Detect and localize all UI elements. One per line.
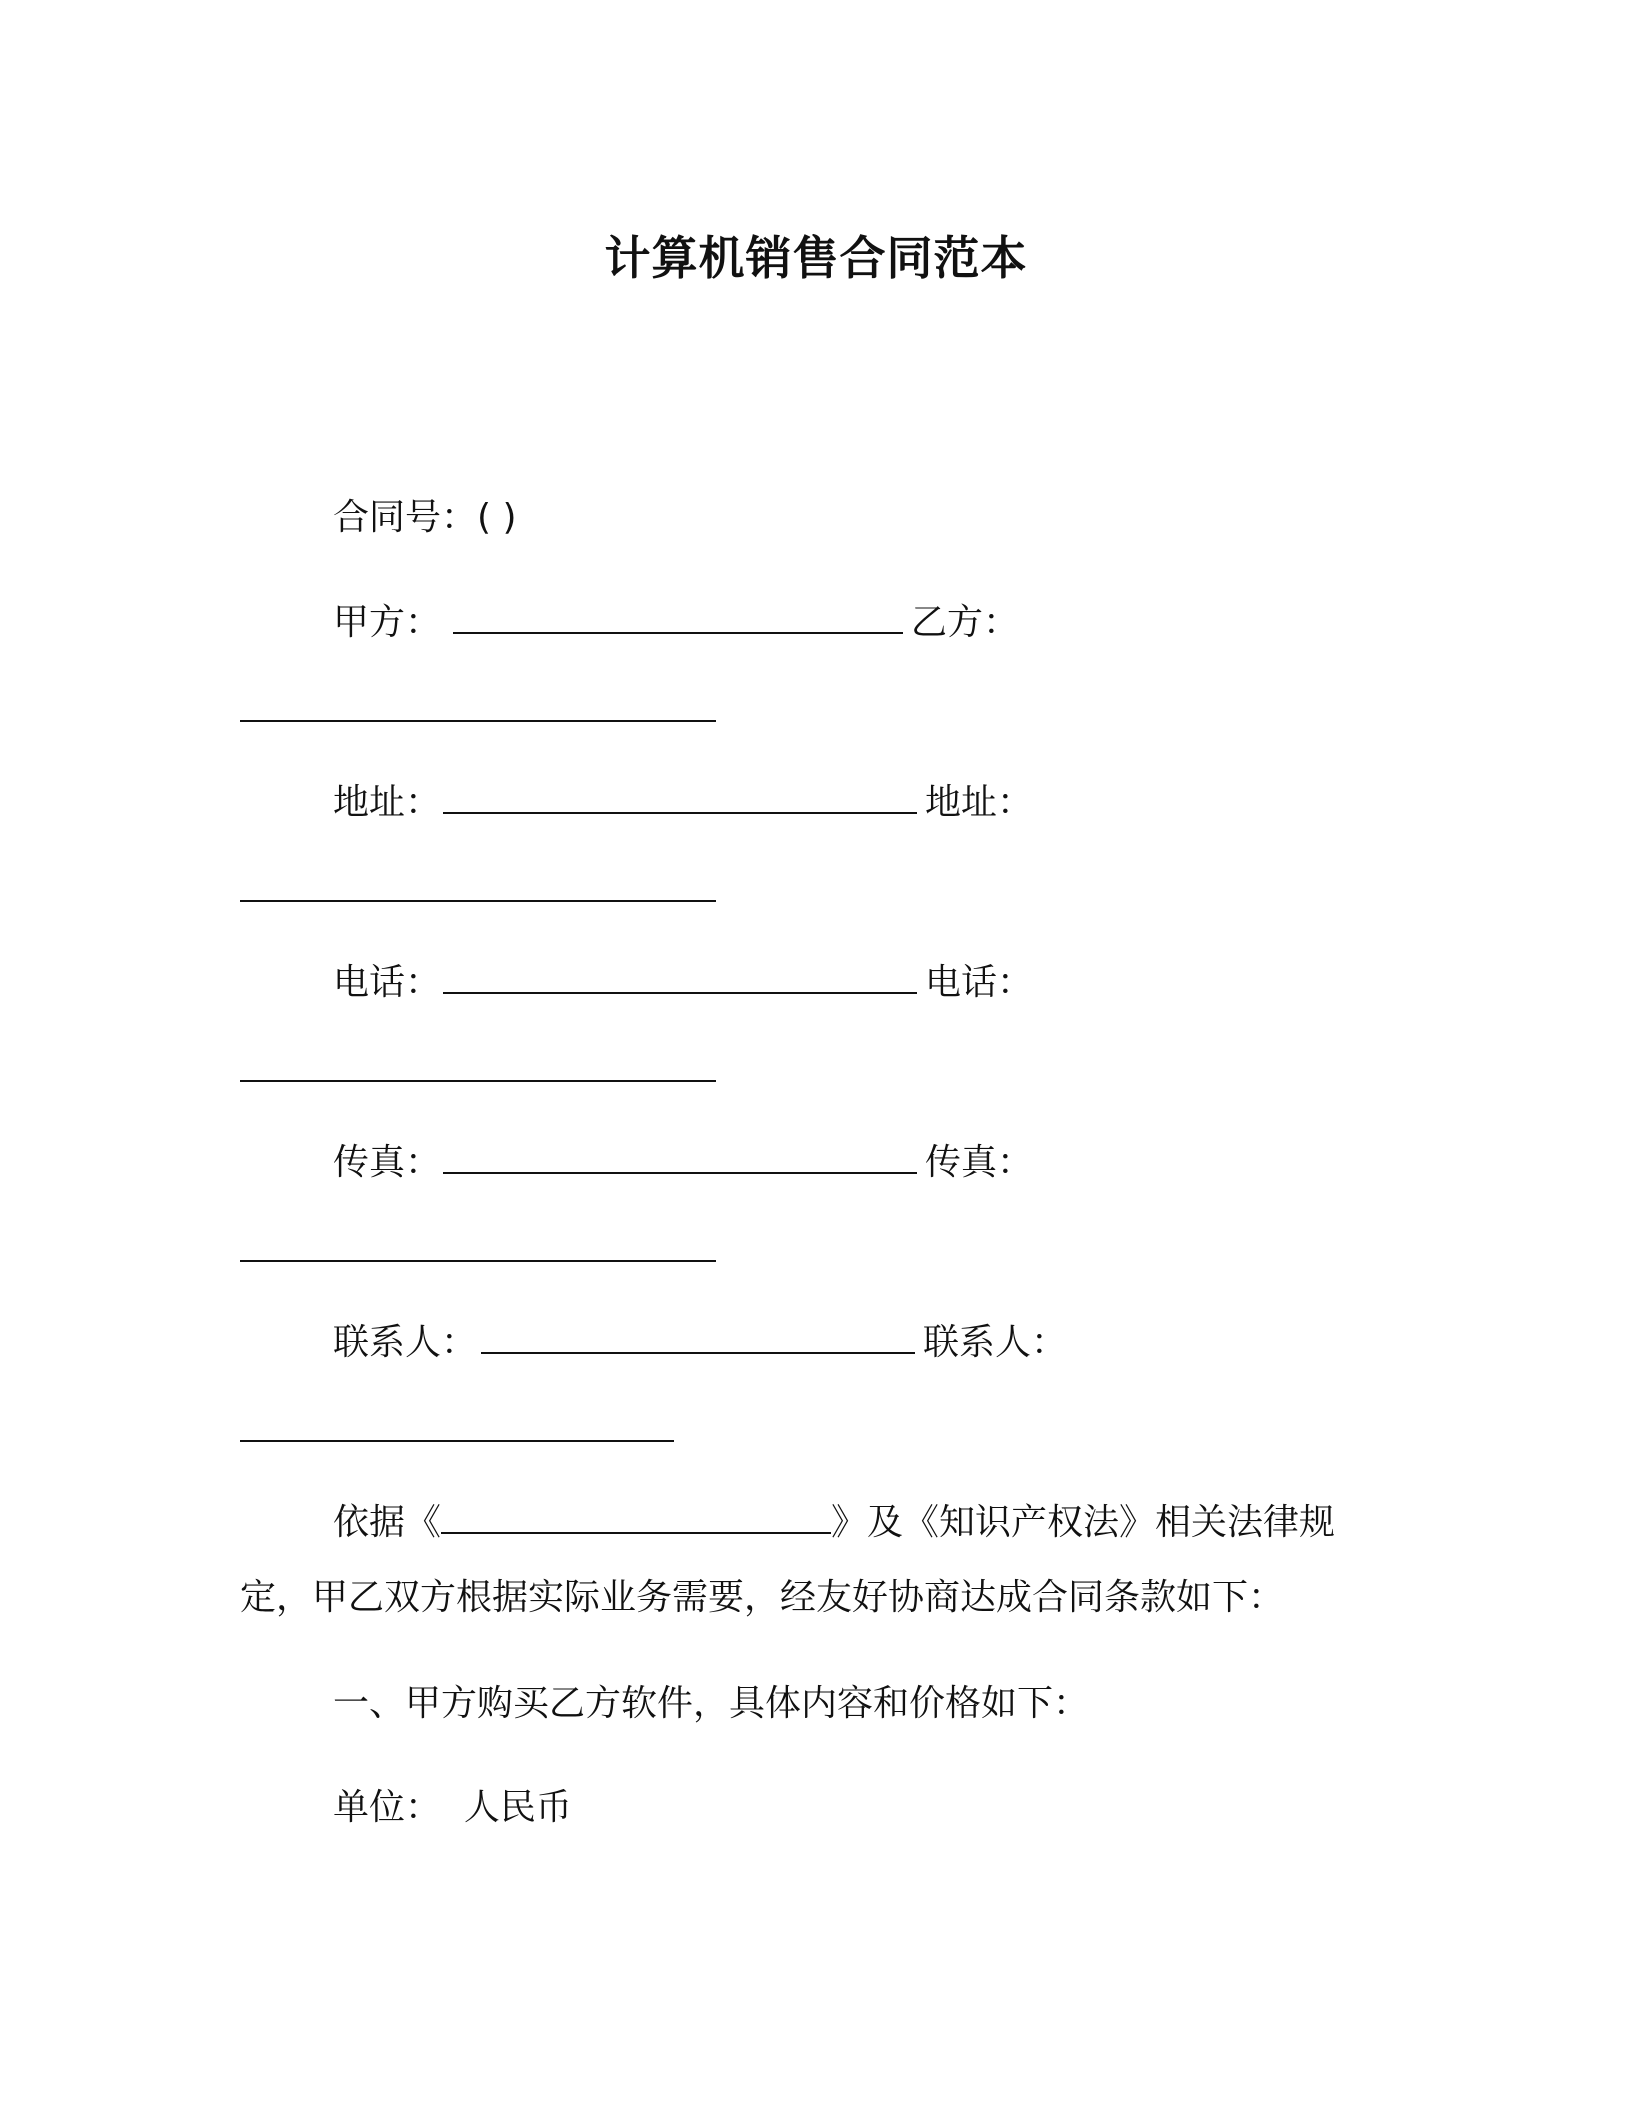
phone-a-label: 电话：	[333, 962, 442, 1003]
basis-suffix: 》及《知识产权法》相关法律规	[831, 1502, 1336, 1543]
unit-line: 单位： 人民币	[333, 1787, 572, 1828]
party-a-field[interactable]	[453, 598, 903, 634]
fax-row	[333, 1138, 1033, 1187]
fax-b-field[interactable]	[240, 1260, 716, 1262]
fax-a-label: 传真：	[333, 1142, 442, 1183]
document-title: 计算机销售合同范本	[604, 231, 1028, 285]
party-b-field[interactable]	[240, 720, 716, 722]
address-row	[333, 778, 1033, 827]
address-a-field[interactable]	[443, 778, 917, 814]
phone-b-field[interactable]	[240, 1080, 716, 1082]
fax-b-label: 传真：	[925, 1142, 1034, 1183]
contact-a-label: 联系人：	[333, 1322, 478, 1363]
party-row	[333, 598, 1019, 647]
contact-b-label: 联系人：	[923, 1322, 1068, 1363]
contact-row	[333, 1318, 1067, 1367]
phone-row	[333, 958, 1033, 1007]
party-b-label: 乙方：	[911, 602, 1020, 643]
address-b-label: 地址：	[925, 782, 1034, 823]
phone-b-label: 电话：	[925, 962, 1034, 1003]
contract-number: 合同号：( )	[333, 497, 517, 538]
address-b-field[interactable]	[240, 900, 716, 902]
basis-prefix: 依据《	[333, 1502, 442, 1543]
phone-a-field[interactable]	[443, 958, 917, 994]
basis-law-field[interactable]	[441, 1498, 831, 1534]
clause-1: 一、甲方购买乙方软件，具体内容和价格如下：	[333, 1683, 1090, 1724]
party-a-label: 甲方：	[333, 602, 442, 643]
contact-a-field[interactable]	[481, 1318, 915, 1354]
basis-continuation: 定，甲乙双方根据实际业务需要，经友好协商达成合同条款如下：	[240, 1577, 1285, 1618]
basis-paragraph	[333, 1498, 1335, 1547]
contact-b-field[interactable]	[240, 1440, 674, 1442]
fax-a-field[interactable]	[443, 1138, 917, 1174]
address-a-label: 地址：	[333, 782, 442, 823]
